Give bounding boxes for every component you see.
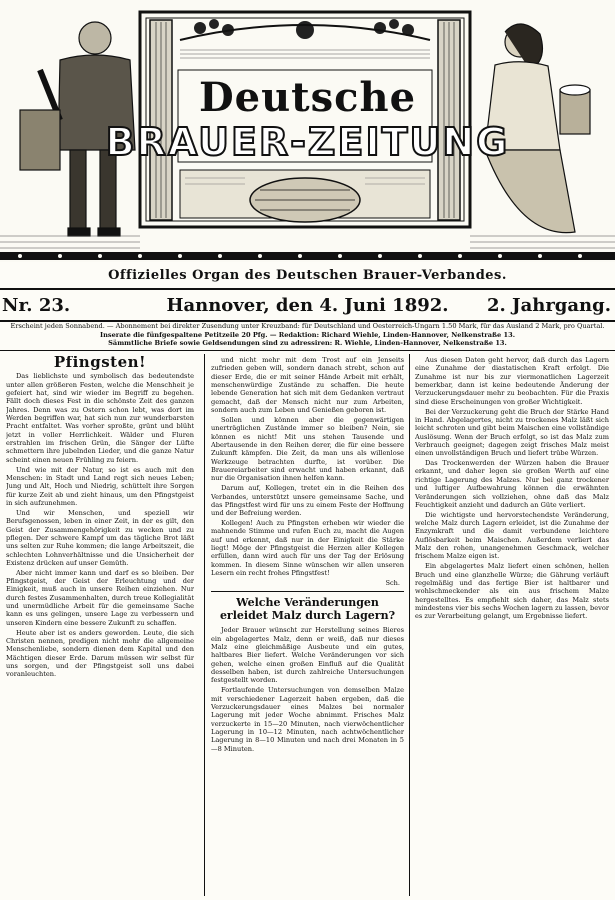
issue-bar xyxy=(0,288,615,322)
article-paragraph: Jeder Brauer wünscht zur Herstellung seines Bieres ein abgelagertes Malz, denn er weiß, daß nur dieses Malz eine gleichmäßige Ausbeute und ein gutes, haltbares Bier liefert. Welche Veränderungen vor sich gehen, welche einen großen Einfluß auf die Qualität desselben haben, ist durch zahlreiche Untersuchungen festgestellt worden. xyxy=(211,626,404,685)
article-title-malz: Welche Veränderungen erleidet Malz durch Lagern? xyxy=(219,596,396,623)
article-paragraph: Das Trockenwerden der Würzen haben die Brauer erkannt, und daher legen sie großen Werth auf eine richtige Lagerung des Malzes. Nur bei ganz trockener und luftiger Aufbewahrung können die erwähnten Veränderungen sich vollziehen, ohne daß das Malz Feuchtigkeit anzieht und dadurch an Güte verliert. xyxy=(415,459,609,509)
column-divider xyxy=(204,354,205,896)
article-paragraph: Heute aber ist es anders geworden. Leute, die sich Christen nennen, predigen nicht mehr die allgemeine Menschenliebe, sondern dienen dem Kapital und den Mächtigen dieser Erde. Darum müssen wir selbst für uns sorgen, und der Pfingstgeist soll uns dabei voranleuchten. xyxy=(6,628,194,679)
issue-number: Nr. 23. xyxy=(2,295,71,316)
article-paragraph: Fortlaufende Untersuchungen von demselben Malze mit verschiedener Lagerzeit haben ergeben, daß die Verzuckerungsdauer eines Malzes bei normaler Lagerung mit jeder Woche abnimmt. Frisches Malz verzuckerte in 15—20 Minuten, nach vierwöchentlicher Lagerung in 10—12 Minuten, nach achtwöchentlicher Lagerung in 8—10 Minuten und nach drei Monaten in 5—8 Minuten. xyxy=(211,686,404,753)
article-paragraph: Und wie mit der Natur, so ist es auch mit den Menschen: in Stadt und Land regt sich neues Leben; Jung und Alt, Hoch und Niedrig, schüttelt ihre Sorgen für kurze Zeit ab und zieht hinaus, um den Pfingstgeist in sich aufzunehmen. xyxy=(6,465,194,507)
info-line-subscription: Erscheint jeden Sonnabend. — Abonnement bei direkter Zusendung unter Kreuzband: für Deutschland und Oesterreich-Ungarn 1.50 Mark, für das Ausland 2 Mark, pro Quartal. xyxy=(10,322,605,330)
masthead xyxy=(0,0,615,262)
masthead-subtitle: Offizielles Organ des Deutschen Brauer-Verbandes. xyxy=(108,268,507,283)
column-divider xyxy=(409,354,410,896)
article-divider xyxy=(211,591,404,592)
issue-year: 2. Jahrgang. xyxy=(487,295,611,316)
article-paragraph: Die wichtigste und hervorstechendste Veränderung, welche Malz durch Lagern erleidet, ist die Zunahme der Enzymkraft und die damit verbundene leichtere Auflösbarkeit beim Maischen. Außerdem verliert das Malz den rohen, unangenehmen Geschmack, welcher frischem Malze eigen ist. xyxy=(415,510,609,561)
masthead-title-line1: Deutsche xyxy=(198,74,417,121)
info-line-editorial: Inserate die fünfgespaltene Petitzeile 20 Pfg. — Redaktion: Richard Wiehle, Linden-Hannover, Nelkenstraße 13. xyxy=(100,330,515,339)
column-2 xyxy=(211,356,404,896)
article-signature: Sch. xyxy=(385,578,400,587)
article-paragraph: Aus diesen Daten geht hervor, daß durch das Lagern eine Zunahme der diastatischen Kraft erfolgt. Die Zunahme ist nur bis zur viermonatlichen Lagerzeit bemerkbar, dann ist keine bedeutende Änderung der Verzuckerungsdauer mehr zu beobachten. Für die Praxis sind diese Erscheinungen von großer Wichtigkeit. xyxy=(415,356,609,406)
masthead-title-line2: BRAUER-ZEITUNG xyxy=(105,120,510,164)
issue-date: Hannover, den 4. Juni 1892. xyxy=(166,295,449,316)
article-paragraph: Kollegen! Auch zu Pfingsten erheben wir wieder die mahnende Stimme und rufen Euch zu, macht die Augen auf und erkennt, daß nur in der Einigkeit die Stärke liegt! Möge der Pfingstgeist die Herzen aller Kollegen erfüllen, dann wird auch für uns der Tag der Erlösung kommen. In diesem Sinne wünschen wir allen unseren Lesern ein recht frohes Pfingstfest! xyxy=(211,519,404,578)
header-rule xyxy=(0,350,615,351)
article-paragraph: Darum auf, Kollegen, tretet ein in die Reihen des Verbandes, unterstützt unsere gemeinsame Sache, und das Pfingstfest wird für uns zu einem Feste der Hoffnung und der Befreiung werden. xyxy=(211,484,404,518)
article-paragraph: Aber nicht immer kann und darf es so bleiben. Der Pfingstgeist, der Geist der Erleuchtung und der Einigkeit, muß auch in unsere Reihen einziehen. Nur durch festes Zusammenhalten, durch treue Kollegialität und unermüdliche Arbeit für die gemeinsame Sache kann es uns gelingen, unsere Lage zu verbessern und unseren Kindern eine bessere Zukunft zu schaffen. xyxy=(6,568,194,627)
article-paragraph: Ein abgelagertes Malz liefert einen schönen, hellen Bruch und eine glanzhelle Würze; die Gährung verläuft regelmäßig und das fertige Bier ist haltbarer und wohlschmeckender als ein aus frischem Malze hergestelltes. Es empfiehlt sich daher, das Malz stets mindestens vier bis sechs Wochen lagern zu lassen, bevor es zur Verarbeitung gelangt, um Ergebnisse liefert. xyxy=(415,562,609,621)
info-line-address: Sämmtliche Briefe sowie Geldsendungen sind zu adressiren: R. Wiehle, Linden-Hannover, Nelkenstraße 13. xyxy=(108,339,507,348)
article-paragraph: Das lieblichste und symbolisch das bedeutendste unter allen größeren Festen, welche die Menschheit je gefeiert hat, sind wir wieder im Begriff zu begehen. Fällt doch dieses Fest in die schönste Zeit des ganzen Jahres. Denn was zu Ostern schon lebt, was dort im Werden begriffen war, hat sich nun zur wunderbarsten Pracht entfaltet. Was vorher sproßte, grünt und blüht jetzt in voller Herrlichkeit. Wälder und Fluren erstrahlen im frischen Grün, die Sänger der Lüfte schmettern ihre jubelnden Lieder, und die ganze Natur scheint einen neuen Frühling zu feiern. xyxy=(6,372,194,464)
article-paragraph: Und wir Menschen, und speziell wir Berufsgenossen, leben in einer Zeit, in der es gilt, den Geist der Zusammengehörigkeit zu wecken und zu pflegen. Der schwere Kampf um das tägliche Brot läßt uns selten zur Ruhe kommen; die lange Arbeitszeit, die schlechten Lohnverhältnisse und die Unsicherheit der Existenz drücken auf unser Gemüth. xyxy=(6,508,194,567)
article-paragraph: Bei der Verzuckerung geht die Bruch der Stärke Hand in Hand. Abgelagertes, nicht zu trockenes Malz läßt sich leicht schroten und gibt beim Maischen eine vollständige Auslösung. Wenn der Bruch erfolgt, so ist das Malz zum Verbrauch geeignet; dagegen zeigt frisches Malz meist einen unvollständigen Bruch und liefert trübe Würzen. xyxy=(415,407,609,458)
subscription-info xyxy=(4,322,611,348)
article-paragraph: Sollen und können aber die gegenwärtigen unerträglichen Zustände immer so bleiben? Nein, sie können es nicht! Mit uns stehen Tausende und Abertausende in den Reihen derer, die für eine bessere Zukunft kämpfen. Die Zeit, da man uns als willenlose Werkzeuge betrachten durfte, ist vorüber. Die Brauereiarbeiter sind erwacht und haben erkannt, daß nur die Organisation ihnen helfen kann. xyxy=(211,415,404,483)
article-title-pfingsten: Pfingsten! xyxy=(53,356,147,371)
article-paragraph: und nicht mehr mit dem Trost auf ein Jenseits zufrieden geben will, sondern danach strebt, schon auf dieser Erde, die er mit seiner Hände Arbeit mit erhält, menschenwürdige Zustände zu schaffen. Die heute lebende Generation hat sich mit dem Gedanken vertraut gemacht, daß der Mensch nicht nur zum Arbeiten, sondern auch zum Leben und Genießen geboren ist. xyxy=(211,356,404,415)
column-3 xyxy=(415,356,609,896)
column-1 xyxy=(6,356,194,896)
